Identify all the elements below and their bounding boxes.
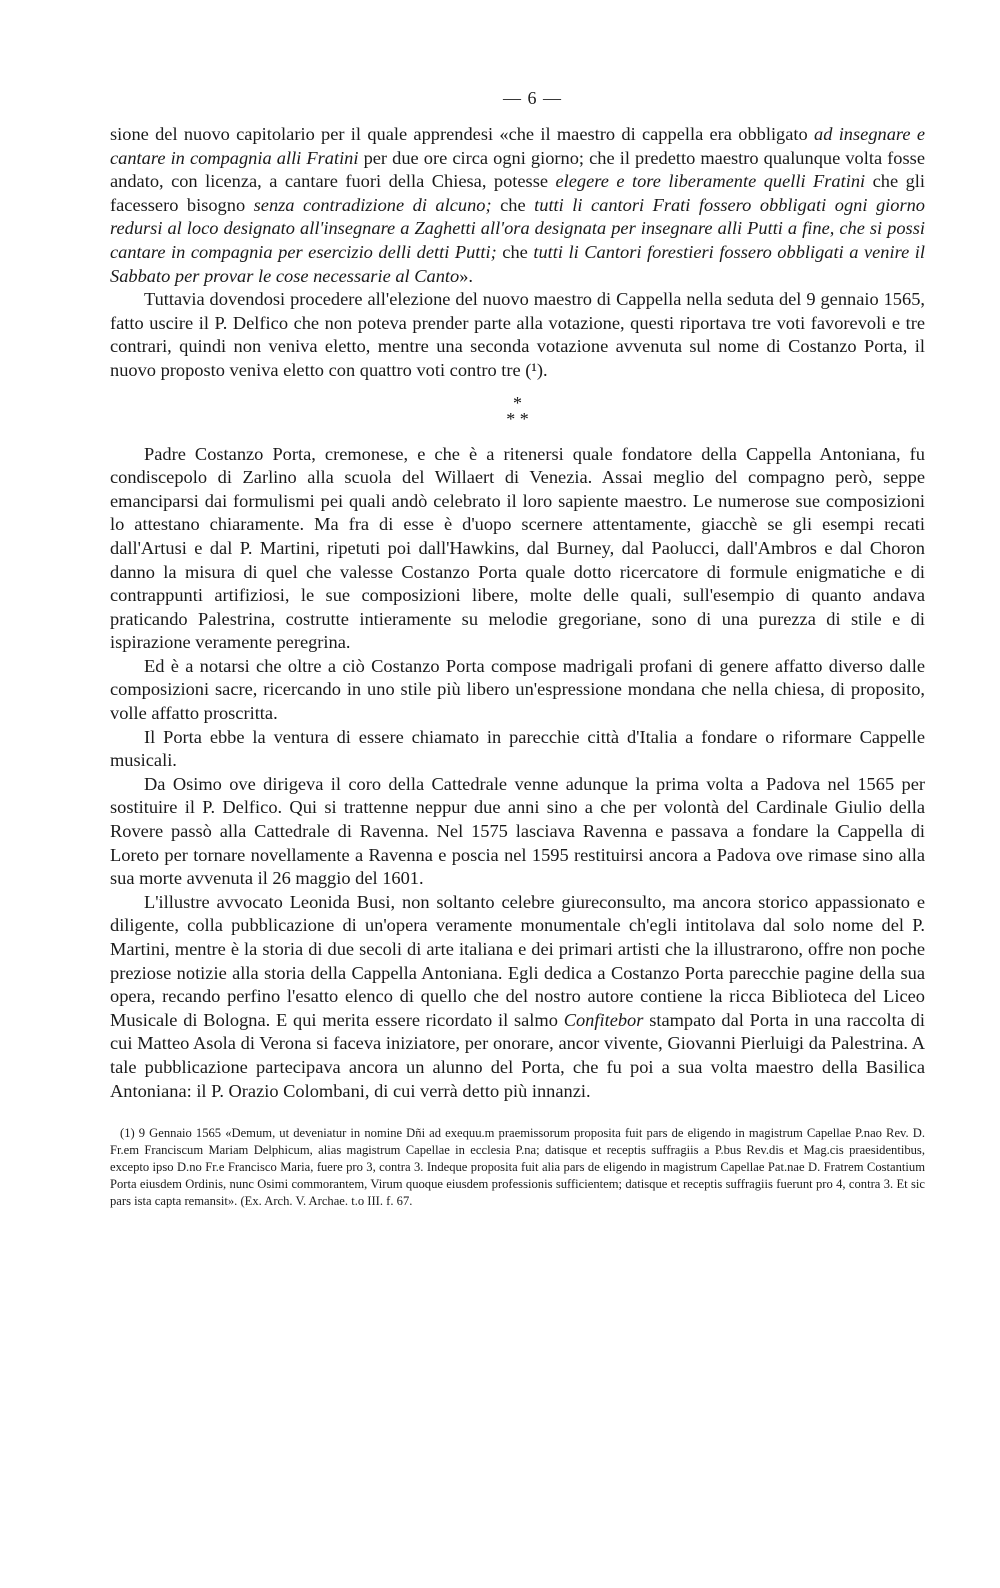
text-span: sione del nuovo capitolario per il quale apprendesi «che il maestro di cappella era obbligato — [110, 124, 815, 144]
separator-asterisk-top: * — [513, 392, 522, 413]
text-span: per due ore circa ogni giorno; che il predetto maestro qualunque volta fosse andato, con licenza, a cantare fuori della Chiesa, potesse — [110, 147, 925, 192]
text-span: che gli facessero bisogno — [110, 171, 925, 215]
italic-quote: ad insegnare e cantare in compagnia alli Fratini — [110, 124, 925, 168]
italic-quote: tutti li cantori Frati fossero obbligati ogni giorno redursi al loco designato all'insegnare a Zaghetti all'ora designata per insegnare alli Putti a fine, che si possi cantare in compagnia per esercizio delli detti Putti; — [110, 194, 925, 262]
document-page — [110, 88, 925, 1210]
page-number: — 6 — — [503, 88, 562, 108]
paragraph-capitolario — [110, 123, 925, 288]
paragraph-costanzo-porta: Padre Costanzo Porta, cremonese, e che è a ritenersi quale fondatore della Cappella Antoniana, fu condiscepolo di Zarlino alla scuola del Willaert di Venezia. Assai meglio del compagno però, seppe emanciparsi dai formulismi pei quali andò celebrato il loro sapiente maestro. Le numerose sue composizioni lo attestano chiaramente. Ma fra di esse è d'uopo scernere attentamente, giacchè se gli esempi recati dall'Artusi e dal P. Martini, ripetuti poi dall'Hawkins, dal Burney, dal Paolucci, dall'Ambros e dal Choron danno la misura di quel che valesse Costanzo Porta quale dotto ricercatore di formule enigmatiche e di contrappunti artifiziosi, le sue composizioni libere, molte delle quali, sull'esempio di quanto andava praticando Palestrina, costrutte intieramente su melodie gregoriane, sono di una purezza di stile e di ispirazione veramente peregrina. — [110, 443, 925, 653]
italic-quote: senza contradizione di alcuno; — [253, 194, 492, 215]
text-span: ». — [459, 265, 473, 286]
text-span: stampato dal Porta in una raccolta di cui Matteo Asola di Verona si faceva iniziatore, per onorare, ancor vivente, Giovanni Pierluigi da Palestrina. A tale pubblicazione partecipava ancora un alunno del Porta, che fu poi a sua volta maestro della Basilica Antoniana: il P. Orazio Colombani, di cui verrà detto più innanzi. — [110, 1009, 925, 1101]
separator-asterisks-bottom: * * — [506, 408, 529, 429]
text-span: L'illustre avvocato Leonida Busi, non soltanto celebre giureconsulto, ma ancora storico appassionato e diligente, colla pubblicazione di un'opera veramente monumentale ch'egli intitolava dal solo nome del P. Martini, mentre è la storia di due secoli di arte italiana e dei primari artisti che la illustrarono, offre non poche preziose notizie alla storia della Cappella Antoniana. Egli dedica a Costanzo Porta parecchie pagine della sua opera, recando perfino l'esatto elenco di quello che del nostro autore contiene la ricca Biblioteca del Liceo Musicale di Bologna. E qui merita essere ricordato il salmo — [110, 891, 925, 1030]
text-span: che — [496, 241, 534, 262]
text-span: che — [491, 194, 535, 215]
footnote: (1) 9 Gennaio 1565 «Demum, ut deveniatur in nomine Dñi ad exequu.m praemissorum proposita fuit pars de eligendo in magistrum Capellae P.nao Rev. D. Fr.em Franciscum Mariam Delphicum, alias magistrum Capellae in ecclesia P.na; datisque et receptis suffragiis a P.bus Rev.dis et Mag.cis praesidentibus, excepto ipso D.no Fr.e Francisco Maria, fuere pro 3, contra 3. Indeque proposita fuit alia pars de eligendo in magistrum Capellae Pat.nae D. Fratrem Costantium Porta eiusdem Ordinis, nunc Osimi commorantem, Virum quoque eiusdem professionis sufficientem; datisque et receptis suffragiis fuerunt pro 4, contra 3. Et sic pars ista capta remansit». (Ex. Arch. V. Archae. t.o III. f. 67. — [110, 1126, 925, 1209]
italic-quote: elegere e tore liberamente quelli Fratini — [555, 171, 866, 192]
paragraph-ventura: Il Porta ebbe la ventura di essere chiamato in parecchie città d'Italia a fondare o riformare Cappelle musicali. — [110, 726, 925, 771]
paragraph-elezione: Tuttavia dovendosi procedere all'elezione del nuovo maestro di Cappella nella seduta del 9 gennaio 1565, fatto uscire il P. Delfico che non poteva prender parte alla votazione, questi riportava tre voti favorevoli e tre contrari, quindi non veniva eletto, mentre una seconda votazione avvenuta sul nome di Costanzo Porta, il nuovo proposto veniva eletto con quattro voti contro tre (¹). — [110, 289, 925, 380]
paragraph-madrigali: Ed è a notarsi che oltre a ciò Costanzo Porta compose madrigali profani di genere affatto diverso dalle composizioni sacre, ricercando in uno stile più libero un'espressione mondana che nella chiesa, di proposito, volle affatto proscritta. — [110, 655, 925, 724]
paragraph-osimo: Da Osimo ove dirigeva il coro della Cattedrale venne adunque la prima volta a Padova nel 1565 per sostituire il P. Delfico. Qui si trattenne neppur due anni sino a che per volontà del Cardinale Giulio della Rovere passò alla Cattedrale di Ravenna. Nel 1575 lasciava Ravenna e passava a fondare la Cappella di Loreto per tornare novellamente a Ravenna e poscia nel 1595 restituirsi ancora a Padova ove rimase sino alla sua morte avvenuta il 26 maggio del 1601. — [110, 773, 925, 889]
italic-quote: tutti li Cantori forestieri fossero obbligati a venire il Sabbato per provar le cose necessarie al Canto — [110, 241, 926, 286]
paragraph-busi — [110, 891, 925, 1103]
italic-title: Confitebor — [563, 1009, 644, 1030]
section-separator — [110, 392, 925, 429]
